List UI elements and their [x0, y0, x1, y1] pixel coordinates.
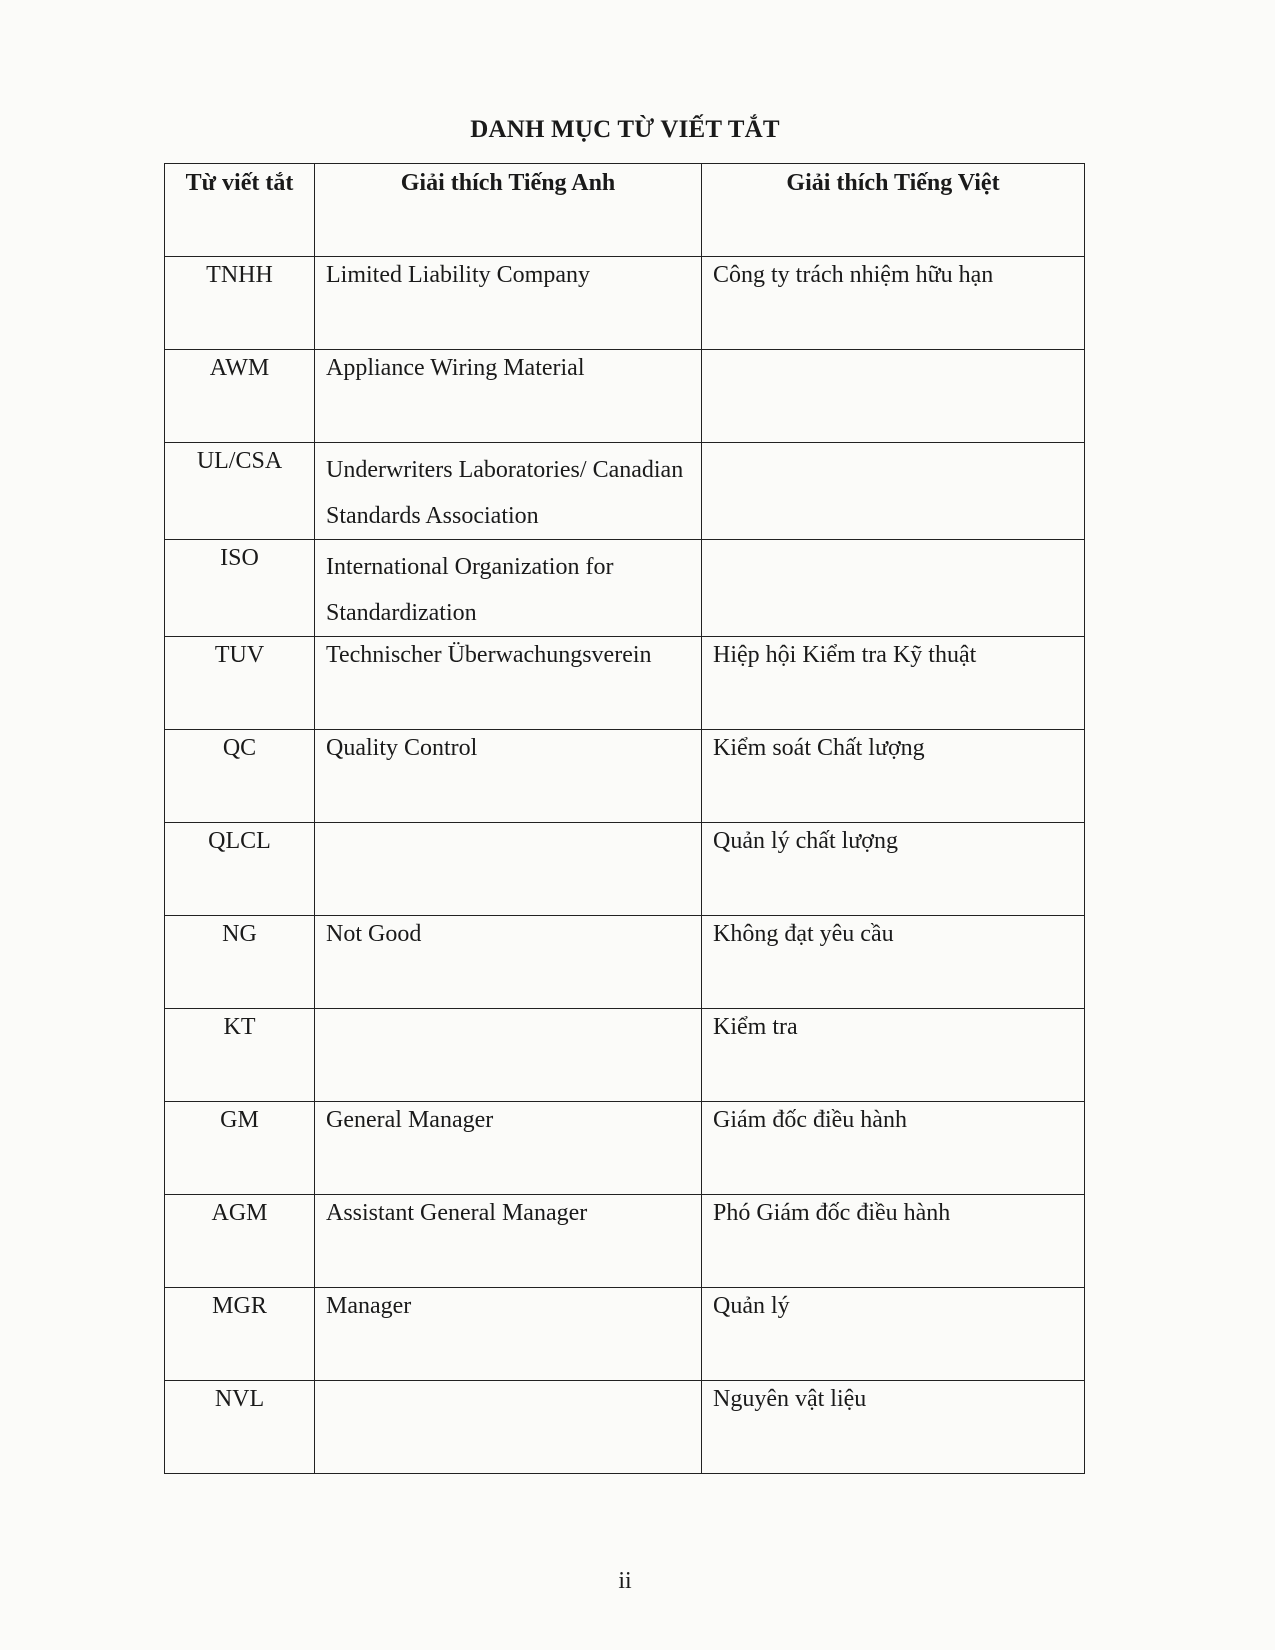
abbreviation-cell: AGM — [165, 1195, 315, 1288]
abbreviation-cell: QLCL — [165, 823, 315, 916]
page-title: DANH MỤC TỪ VIẾT TẮT — [470, 116, 780, 143]
english-cell — [315, 823, 702, 916]
header-abbreviation: Từ viết tắt — [165, 164, 315, 257]
table-row — [165, 1381, 1085, 1474]
table-row — [165, 257, 1085, 350]
english-cell: Appliance Wiring Material — [315, 350, 702, 443]
english-cell: General Manager — [315, 1102, 702, 1195]
english-cell: Quality Control — [315, 730, 702, 823]
vietnamese-cell: Công ty trách nhiệm hữu hạn — [702, 257, 1085, 350]
abbreviation-cell: ISO — [165, 540, 315, 637]
header-vietnamese: Giải thích Tiếng Việt — [702, 164, 1085, 257]
abbreviation-table — [164, 163, 1085, 1474]
vietnamese-cell: Phó Giám đốc điều hành — [702, 1195, 1085, 1288]
vietnamese-cell: Quản lý — [702, 1288, 1085, 1381]
table-row — [165, 823, 1085, 916]
table-row — [165, 637, 1085, 730]
table-row — [165, 1195, 1085, 1288]
vietnamese-cell: Quản lý chất lượng — [702, 823, 1085, 916]
abbreviation-cell: NVL — [165, 1381, 315, 1474]
english-cell: Technischer Überwachungsverein — [315, 637, 702, 730]
english-cell: Not Good — [315, 916, 702, 1009]
vietnamese-cell: Không đạt yêu cầu — [702, 916, 1085, 1009]
table-row — [165, 1288, 1085, 1381]
table-row — [165, 1009, 1085, 1102]
english-cell — [315, 1381, 702, 1474]
vietnamese-cell: Giám đốc điều hành — [702, 1102, 1085, 1195]
english-cell — [315, 1009, 702, 1102]
vietnamese-cell: Nguyên vật liệu — [702, 1381, 1085, 1474]
english-cell: Assistant General Manager — [315, 1195, 702, 1288]
vietnamese-cell — [702, 443, 1085, 540]
vietnamese-cell: Hiệp hội Kiểm tra Kỹ thuật — [702, 637, 1085, 730]
abbreviation-cell: AWM — [165, 350, 315, 443]
english-cell: International Organization for Standardization — [315, 540, 702, 637]
page-number: ii — [618, 1568, 632, 1594]
abbreviation-cell: MGR — [165, 1288, 315, 1381]
table-row — [165, 443, 1085, 540]
abbreviation-cell: KT — [165, 1009, 315, 1102]
vietnamese-cell: Kiểm soát Chất lượng — [702, 730, 1085, 823]
table-row — [165, 916, 1085, 1009]
vietnamese-cell — [702, 350, 1085, 443]
header-english: Giải thích Tiếng Anh — [315, 164, 702, 257]
abbreviation-cell: UL/CSA — [165, 443, 315, 540]
table-row — [165, 350, 1085, 443]
abbreviation-cell: QC — [165, 730, 315, 823]
abbreviation-cell: NG — [165, 916, 315, 1009]
table-row — [165, 730, 1085, 823]
abbreviation-cell: TNHH — [165, 257, 315, 350]
table-header-row — [165, 164, 1085, 257]
english-cell: Limited Liability Company — [315, 257, 702, 350]
english-cell: Underwriters Laboratories/ Canadian Standards Association — [315, 443, 702, 540]
english-cell: Manager — [315, 1288, 702, 1381]
vietnamese-cell: Kiểm tra — [702, 1009, 1085, 1102]
abbreviation-cell: GM — [165, 1102, 315, 1195]
table-row — [165, 1102, 1085, 1195]
table-row — [165, 540, 1085, 637]
abbreviation-cell: TUV — [165, 637, 315, 730]
vietnamese-cell — [702, 540, 1085, 637]
